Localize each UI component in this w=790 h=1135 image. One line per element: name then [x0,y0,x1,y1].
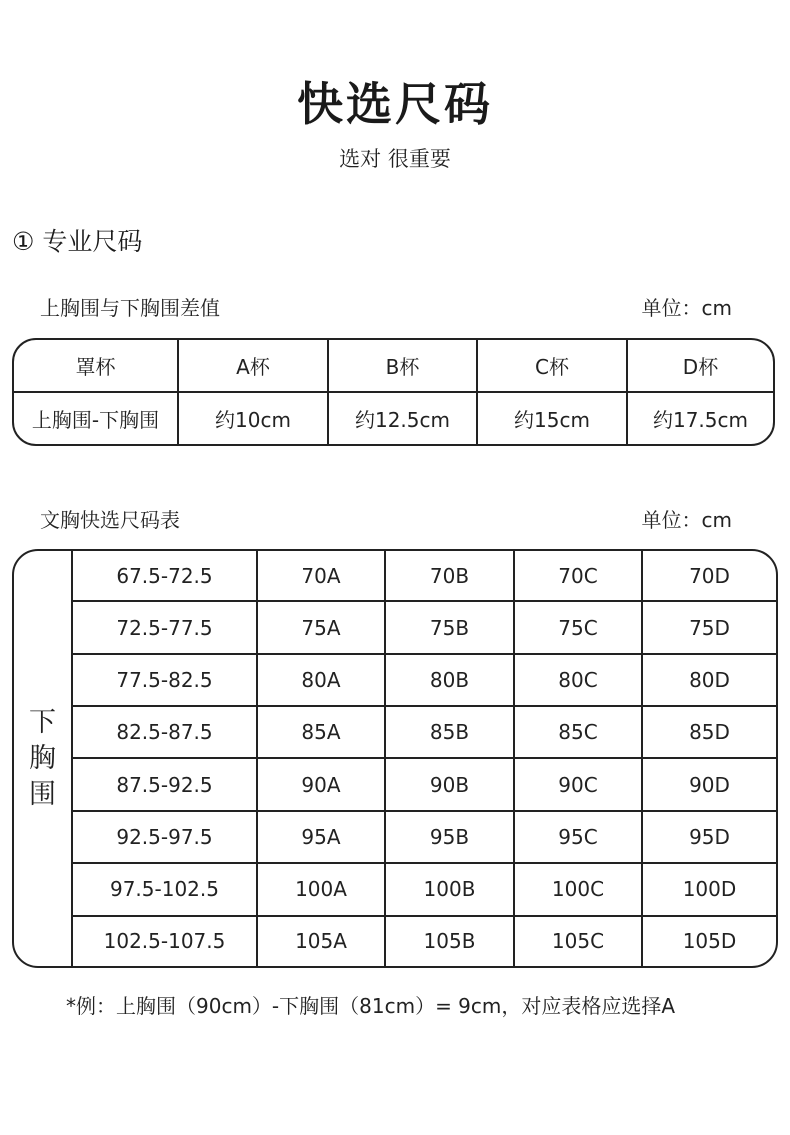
size-cell: 75D [642,601,776,653]
range-cell: 82.5-87.5 [72,706,257,758]
size-cell: 100B [385,863,514,915]
size-cell: 90B [385,758,514,810]
range-cell: 97.5-102.5 [72,863,257,915]
size-cell: 75B [385,601,514,653]
table-row [14,654,776,706]
size-cell: 105D [682,929,737,954]
cup-difference-label: 上胸围与下胸围差值 [40,296,220,320]
table-cell: 约12.5cm [328,392,477,444]
page-subtitle: 选对 很重要 [339,147,451,171]
table-row [14,551,776,601]
size-cell: 95B [385,811,514,863]
header-cell: D杯 [627,340,773,392]
side-label-char: 胸 [29,742,56,774]
header-cell: C杯 [477,340,627,392]
size-cell: 95D [642,811,776,863]
header-cell: B杯 [328,340,477,392]
size-chart-label-row [40,504,732,533]
table-header-row [14,340,773,392]
header-cell: 罩杯 [14,340,178,392]
size-cell: 105C [514,916,642,966]
cup-difference-label-row [40,292,732,321]
size-chart-unit: 单位：cm [641,508,732,532]
table-cell: 约10cm [178,392,328,444]
size-cell: 105B [385,916,514,966]
size-cell: 90D [642,758,776,810]
size-cell: 85B [385,706,514,758]
range-cell: 67.5-72.5 [72,551,257,601]
size-cell: 105A [257,916,385,966]
table-row [14,811,776,863]
size-cell: 80B [385,654,514,706]
table-row [14,916,776,966]
size-cell: 100D [642,863,776,915]
table-cell: 上胸围-下胸围 [14,392,178,444]
size-cell: 80A [257,654,385,706]
size-cell: 90A [257,758,385,810]
size-chart-table [12,549,778,968]
size-cell: 80D [642,654,776,706]
table-row [14,758,776,810]
range-cell: 77.5-82.5 [72,654,257,706]
size-cell: 70A [257,551,385,601]
table-row [14,706,776,758]
size-cell: 85C [514,706,642,758]
section-heading: ① 专业尺码 [12,227,143,256]
size-chart-label: 文胸快选尺码表 [40,508,180,532]
example-note: *例：上胸围（90cm）-下胸围（81cm）= 9cm，对应表格应选择A [66,994,676,1018]
size-cell: 70D [642,551,776,601]
size-cell: 75C [514,601,642,653]
size-cell: 100C [514,863,642,915]
header-cell: A杯 [178,340,328,392]
size-cell: 70B [385,551,514,601]
size-cell: 80C [514,654,642,706]
cup-difference-unit: 单位：cm [641,296,732,320]
table-row [14,392,773,444]
cup-difference-table [12,338,775,446]
table-cell: 约15cm [477,392,627,444]
size-cell: 100A [257,863,385,915]
range-cell: 72.5-77.5 [72,601,257,653]
size-cell: 95C [514,811,642,863]
page-title: 快选尺码 [297,77,493,131]
table-row [14,863,776,915]
side-label-char: 围 [29,778,56,810]
range-cell: 92.5-97.5 [72,811,257,863]
under-bust-side-label [14,551,72,966]
size-cell: 75A [257,601,385,653]
side-label-char: 下 [29,706,56,738]
size-cell: 90C [514,758,642,810]
size-cell: 70C [514,551,642,601]
table-cell: 约17.5cm [652,408,748,432]
range-cell: 87.5-92.5 [72,758,257,810]
range-cell: 102.5-107.5 [72,916,257,966]
table-row [14,601,776,653]
size-cell: 85A [257,706,385,758]
size-cell: 95A [257,811,385,863]
size-cell: 85D [642,706,776,758]
